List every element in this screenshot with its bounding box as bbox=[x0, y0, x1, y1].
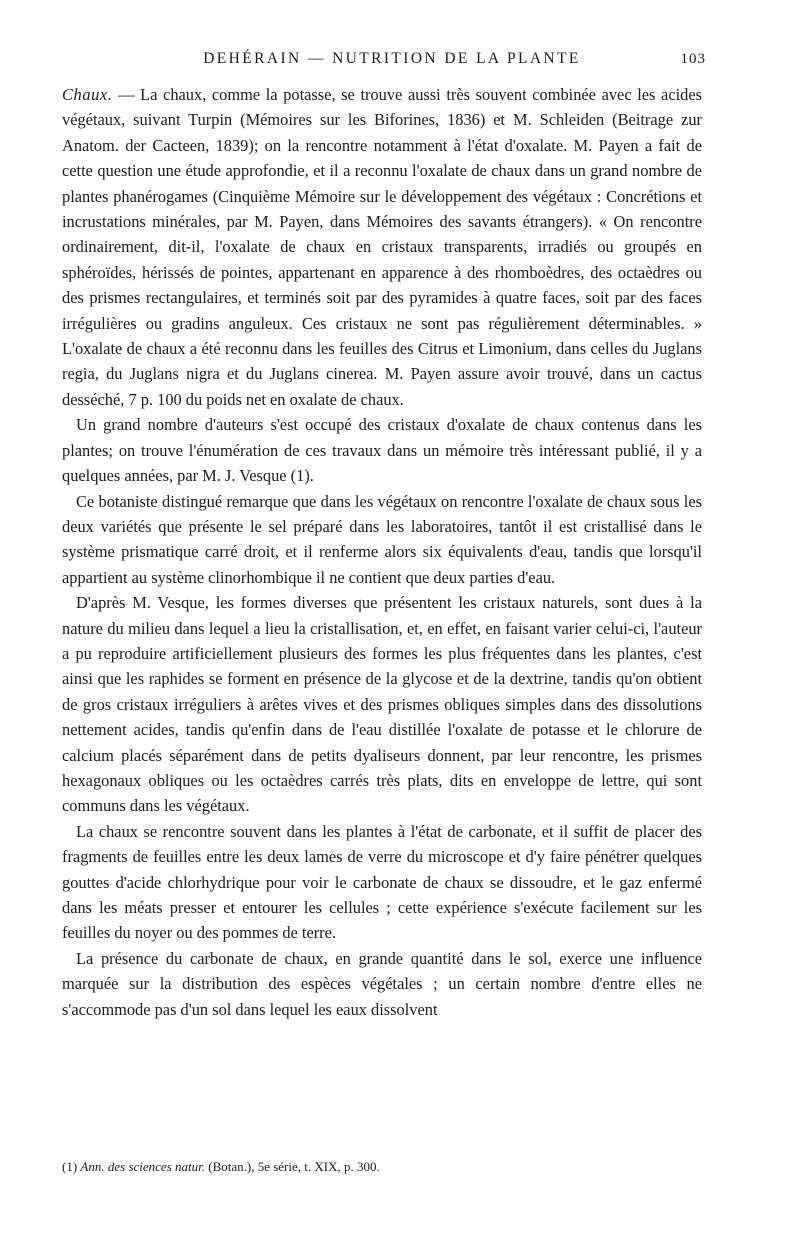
paragraph-chaux bbox=[62, 82, 702, 412]
paragraph-lead: Chaux. bbox=[62, 85, 113, 104]
body-text bbox=[62, 82, 702, 1022]
running-head bbox=[62, 50, 706, 72]
running-head-title: DEHÉRAIN — NUTRITION DE LA PLANTE bbox=[203, 50, 581, 67]
paragraph: D'après M. Vesque, les formes diverses que présentent les cristaux naturels, sont dues à la nature du milieu dans lequel a lieu la cristallisation, et, en effet, en faisant varier celui-ci, l'auteur a pu reproduire artificiellement plusieurs des formes les plus fréquentes dans les plantes, c'est ainsi que les raphides se forment en présence de la glycose et de la dextrine, tandis qu'on obtient de gros cristaux irréguliers à arêtes vives et des prismes obliques simples dans des dissolutions nettement acides, tandis qu'enfin dans de l'eau distillée l'oxalate de potasse et le chlorure de calcium placés séparément dans de petits dyaliseurs donnent, par leur rencontre, les prismes hexagonaux obliques ou les octaèdres carrés très plats, dits en enveloppe de lettre, qui sont communs dans les végétaux. bbox=[62, 593, 702, 816]
footnote-details: (Botan.), 5e série, t. XIX, p. 300. bbox=[208, 1159, 380, 1174]
paragraph: Un grand nombre d'auteurs s'est occupé des cristaux d'oxalate de chaux contenus dans les plantes; on trouve l'énumération de ces travaux dans un mémoire très intéressant publié, il y a quelques années, par M. J. Vesque (1). bbox=[62, 415, 702, 486]
paragraph: La présence du carbonate de chaux, en grande quantité dans le sol, exerce une influence marquée sur la distribution des espèces végétales ; un certain nombre d'entre elles ne s'accommode pas d'un sol dans lequel les eaux dissolvent bbox=[62, 948, 702, 1019]
paragraph: Ce botaniste distingué remarque que dans les végétaux on rencontre l'oxalate de chaux sous les deux variétés que présente le sel préparé dans les laboratoires, tantôt il est cristallisé dans le système prismatique carré droit, et il renferme alors six équivalents d'eau, tandis que lorsqu'il appartient au système clinorhombique il ne contient que deux parties d'eau. bbox=[62, 491, 702, 587]
paragraph-text: — La chaux, comme la potasse, se trouve aussi très souvent combinée avec les acides végétaux, suivant Turpin (Mémoires sur les Biforines, 1836) et M. Schleiden (Beitrage zur Anatom. der Cacteen, 1839); on la rencontre notamment à l'état d'oxalate. M. Payen a fait de cette question une étude approfondie, et il a reconnu l'oxalate de chaux dans un grand nombre de plantes phanérogames (Cinquième Mémoire sur le développement des végétaux : Concrétions et incrustations minérales, par M. Payen, dans Mémoires des savants étrangers). « On rencontre ordinairement, dit-il, l'oxalate de chaux en cristaux transparents, irradiés ou groupés en sphéroïdes, hérissés de pointes, appartenant en apparence à des rhomboèdres, des octaèdres ou des prismes rectangulaires, et terminés soit par des pyramides à quatre faces, soit par des faces irrégulières ou gradins anguleux. Ces cristaux ne sont pas régulièrement déterminables. » L'oxalate de chaux a été reconnu dans les feuilles des Citrus et Limonium, dans celles du Juglans regia, du Juglans nigra et du Juglans cinerea. M. Payen assure avoir trouvé, dans un cactus desséché, 7 p. 100 du poids net en oxalate de chaux. bbox=[62, 85, 702, 409]
footnote bbox=[62, 1158, 702, 1176]
page-number: 103 bbox=[680, 51, 706, 67]
footnote-source: Ann. des sciences natur. bbox=[80, 1159, 205, 1174]
paragraph: La chaux se rencontre souvent dans les plantes à l'état de carbonate, et il suffit de placer des fragments de feuilles entre les deux lames de verre du microscope et d'y faire pénétrer quelques gouttes d'acide chlorhydrique pour voir le carbonate de chaux se dissoudre, et le gaz enfermé dans les méats presser et entourer les cellules ; cette expérience s'exécute facilement sur les feuilles du noyer ou des pommes de terre. bbox=[62, 821, 702, 943]
footnote-marker: (1) bbox=[62, 1159, 78, 1174]
